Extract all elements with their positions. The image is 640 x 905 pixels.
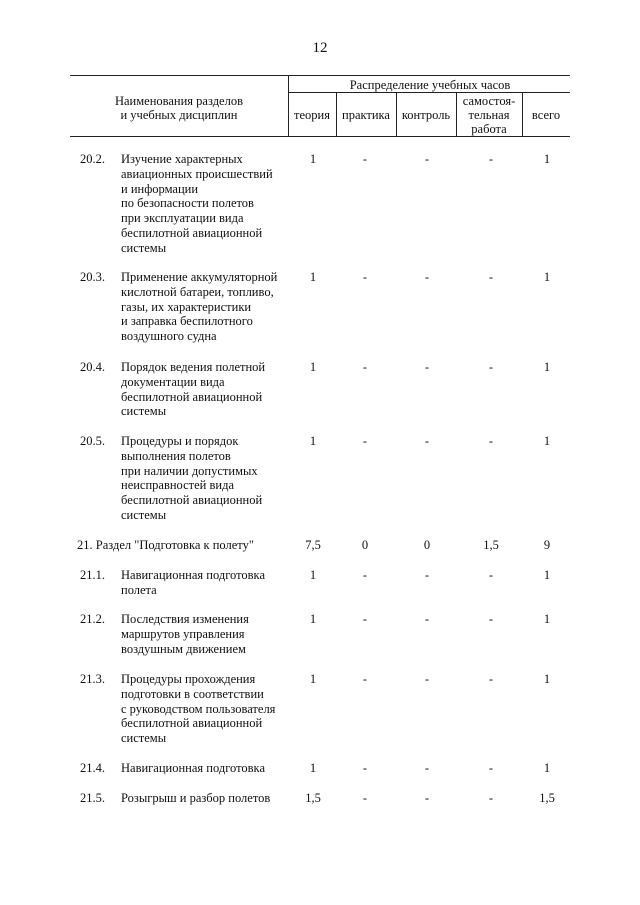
value-theory: 1 — [309, 612, 317, 626]
header-col-selfstudy: самостоя- тельная работа — [462, 94, 516, 136]
value-selfstudy: - — [488, 612, 494, 626]
row-number: 21.4. — [80, 761, 105, 775]
header-divider — [288, 75, 289, 136]
value-control: - — [424, 761, 430, 775]
value-total: 9 — [543, 538, 551, 552]
value-practice: - — [362, 152, 368, 166]
value-selfstudy: - — [488, 568, 494, 582]
row-name: Последствия изменения маршрутов управления воздушным движением — [121, 612, 249, 656]
value-total: 1 — [543, 568, 551, 582]
value-theory: 1 — [309, 672, 317, 686]
row-number: 21.1. — [80, 568, 105, 582]
header-rule-top — [70, 75, 570, 76]
value-theory: 1,5 — [305, 791, 321, 805]
value-control: 0 — [423, 538, 431, 552]
row-number: 21.5. — [80, 791, 105, 805]
row-name: Навигационная подготовка полета — [121, 568, 265, 597]
value-control: - — [424, 568, 430, 582]
header-col-control: контроль — [401, 108, 451, 122]
value-practice: - — [362, 761, 368, 775]
value-selfstudy: - — [488, 152, 494, 166]
value-theory: 1 — [309, 360, 317, 374]
value-selfstudy: - — [488, 791, 494, 805]
value-practice: - — [362, 791, 368, 805]
header-rule-middle — [288, 92, 570, 93]
value-selfstudy: 1,5 — [483, 538, 499, 552]
row-number: 20.3. — [80, 270, 105, 284]
header-col-theory: теория — [294, 108, 330, 122]
value-theory: 1 — [309, 434, 317, 448]
value-practice: - — [362, 434, 368, 448]
value-selfstudy: - — [488, 360, 494, 374]
section-title: 21. Раздел "Подготовка к полету" — [77, 538, 254, 552]
value-theory: 1 — [309, 270, 317, 284]
header-name-column: Наименования разделов и учебных дисциплин — [114, 94, 243, 122]
row-number: 20.5. — [80, 434, 105, 448]
value-selfstudy: - — [488, 434, 494, 448]
value-selfstudy: - — [488, 672, 494, 686]
value-control: - — [424, 434, 430, 448]
value-theory: 7,5 — [305, 538, 321, 552]
header-distribution: Распределение учебных часов — [349, 78, 511, 92]
value-total: 1 — [543, 612, 551, 626]
value-selfstudy: - — [488, 270, 494, 284]
value-control: - — [424, 612, 430, 626]
row-name: Применение аккумуляторной кислотной батареи, топливо, газы, их характеристики и заправка беспилотного воздушного судна — [121, 270, 278, 344]
value-practice: - — [362, 612, 368, 626]
value-control: - — [424, 152, 430, 166]
row-name: Навигационная подготовка — [121, 761, 265, 775]
value-total: 1,5 — [539, 791, 555, 805]
value-theory: 1 — [309, 152, 317, 166]
value-practice: - — [362, 568, 368, 582]
value-total: 1 — [543, 434, 551, 448]
value-practice: - — [362, 672, 368, 686]
value-control: - — [424, 360, 430, 374]
value-total: 1 — [543, 270, 551, 284]
value-total: 1 — [543, 761, 551, 775]
row-number: 21.3. — [80, 672, 105, 686]
value-practice: - — [362, 360, 368, 374]
row-name: Изучение характерных авиационных происшествий и информации по безопасности полетов при эксплуатации вида беспилотной авиационной системы — [121, 152, 273, 255]
row-number: 20.4. — [80, 360, 105, 374]
row-name: Процедуры прохождения подготовки в соответствии с руководством пользователя беспилотной авиационной системы — [121, 672, 276, 746]
header-col-practice: практика — [342, 108, 390, 122]
value-control: - — [424, 270, 430, 284]
value-total: 1 — [543, 152, 551, 166]
value-control: - — [424, 672, 430, 686]
value-total: 1 — [543, 360, 551, 374]
value-practice: - — [362, 270, 368, 284]
row-name: Порядок ведения полетной документации вида беспилотной авиационной системы — [121, 360, 266, 419]
value-practice: 0 — [361, 538, 369, 552]
value-control: - — [424, 791, 430, 805]
row-number: 21.2. — [80, 612, 105, 626]
row-name: Процедуры и порядок выполнения полетов при наличии допустимых неисправностей вида беспилотной авиационной системы — [121, 434, 263, 522]
value-selfstudy: - — [488, 761, 494, 775]
value-total: 1 — [543, 672, 551, 686]
row-name: Розыгрыш и разбор полетов — [121, 791, 271, 805]
value-theory: 1 — [309, 761, 317, 775]
header-rule-bottom — [70, 136, 570, 137]
value-theory: 1 — [309, 568, 317, 582]
row-number: 20.2. — [80, 152, 105, 166]
header-col-total: всего — [531, 108, 561, 122]
page-number: 12 — [312, 40, 328, 56]
